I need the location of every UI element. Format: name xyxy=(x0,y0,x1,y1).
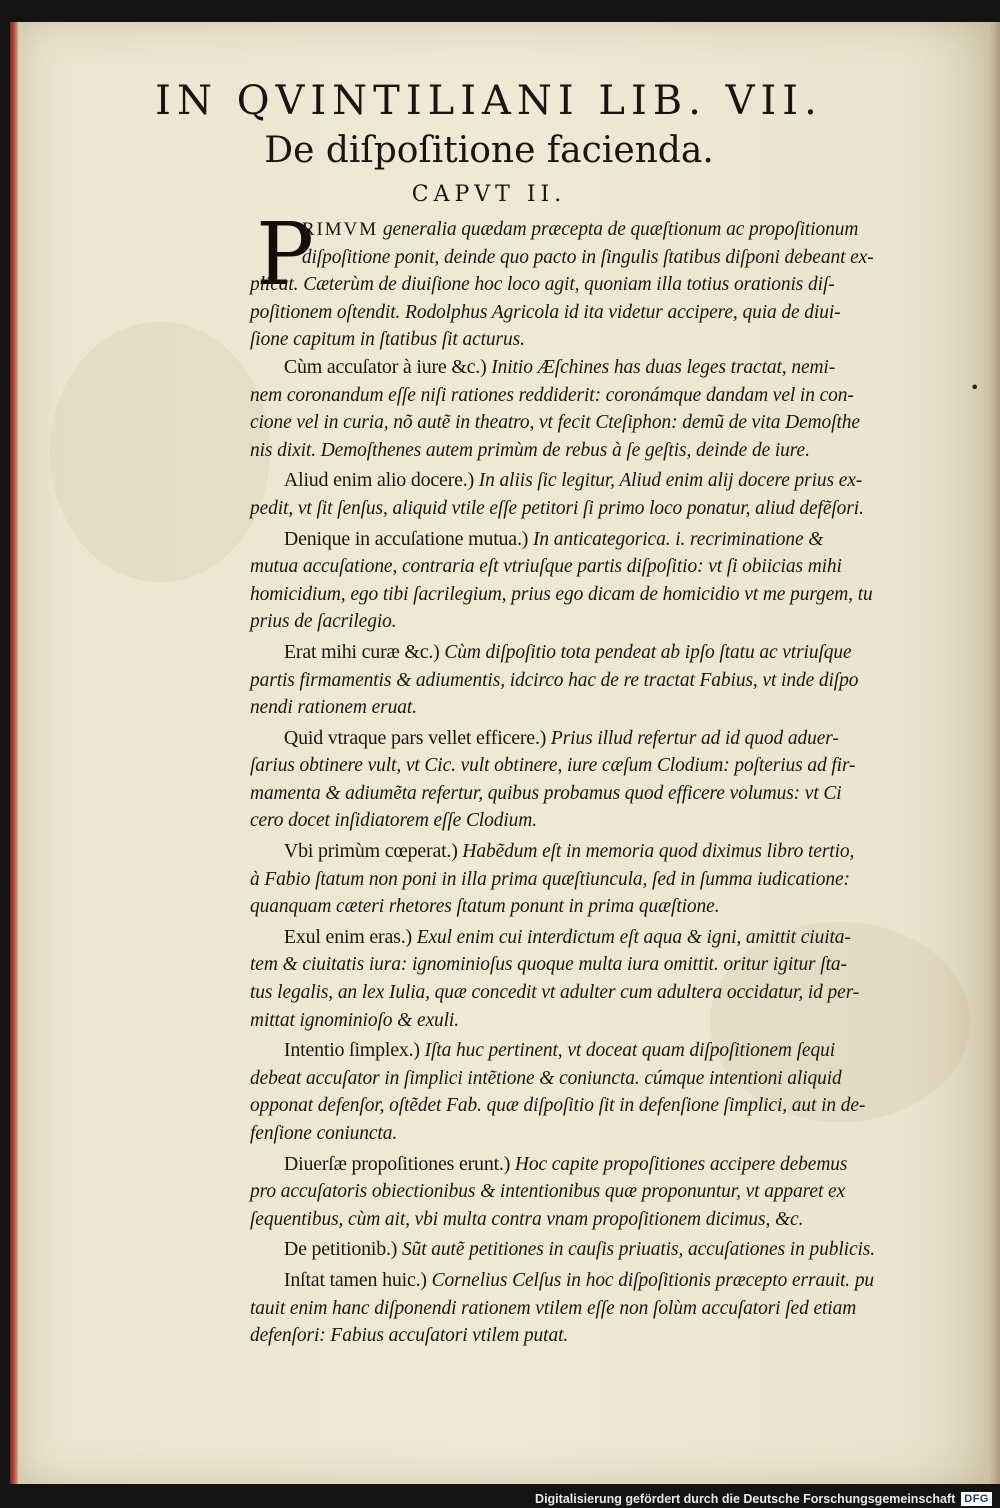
text-line xyxy=(250,893,968,921)
line-text: quanquam cæteri rhetores ſtatum ponunt in prima quæſtione. xyxy=(250,896,720,918)
line-text: tem & ciuitatis iura: ignominioſus quoque multa iura omittit. oritur igitur ſta- xyxy=(250,954,847,976)
line-text: ſequentibus, cùm ait, vbi multa contra vnam propoſitionem dicimus, &c. xyxy=(250,1208,804,1230)
running-head: IN QVINTILIANI LIB. VII. xyxy=(155,78,823,124)
line-text: In aliis ſic legitur, Aliud enim alij docere prius ex- xyxy=(474,470,863,492)
lemma: Vbi primùm cœperat.) xyxy=(283,840,458,863)
line-text: In anticategorica. i. recriminatione & xyxy=(528,528,824,550)
text-line xyxy=(250,1178,968,1206)
lemma-paragraph xyxy=(250,354,970,467)
line-text: nem coronandum eſſe niſi rationes reddiderit: coronámque dandam vel in con- xyxy=(250,384,854,406)
lemma: Intentio ſimplex.) xyxy=(283,1039,420,1062)
lemma-paragraph xyxy=(250,1037,970,1150)
lemma-paragraph xyxy=(250,725,970,838)
lemma: Aliud enim alio docere.) xyxy=(283,469,475,492)
text-line xyxy=(250,1206,968,1234)
line-text: ſione capitum in ſtatibus ſit acturus. xyxy=(250,329,525,351)
text-line xyxy=(250,1065,968,1093)
text-line xyxy=(250,244,968,272)
line-text: Exul enim cui interdictum eſt aqua & igni, amittit ciuita- xyxy=(411,926,851,948)
text-line xyxy=(250,838,968,866)
text-line xyxy=(250,326,968,354)
text-line xyxy=(250,694,968,722)
lemma: Quid vtraque pars vellet efficere.) xyxy=(283,726,547,749)
text-line xyxy=(250,1007,968,1035)
text-line xyxy=(250,924,968,952)
text-line xyxy=(250,581,968,609)
drop-cap: P xyxy=(256,205,314,305)
text-line xyxy=(250,667,968,695)
text-line xyxy=(250,725,968,753)
lemma-paragraph xyxy=(250,1267,970,1353)
footer-text: Digitalisierung gefördert durch die Deutsche Forschungsgemeinschaft xyxy=(535,1492,956,1506)
lemma-paragraph xyxy=(250,838,970,924)
line-text: plicat. Cæterùm de diuiſione hoc loco agit, quoniam illa totius orationis diſ- xyxy=(250,274,835,296)
line-text: debeat accuſator in ſimplici intẽtione & coniuncta. cúmque intentioni aliquid xyxy=(250,1067,842,1089)
text-line xyxy=(250,1120,968,1148)
line-text: diſpoſitione ponit, deinde quo pacto in ſingulis ſtatibus diſponi debeant ex- xyxy=(301,246,874,268)
line-text: Iſta huc pertinent, vt doceat quam diſpoſitionem ſequi xyxy=(419,1040,836,1062)
text-line xyxy=(250,807,968,835)
lemma-paragraph xyxy=(250,526,970,639)
line-text: homicidium, ego tibi ſacrilegium, prius ego dicam de homicidio vt me purgem, tu xyxy=(250,583,873,605)
lemma: Diuerſæ propoſitiones erunt.) xyxy=(283,1152,511,1175)
text-line xyxy=(250,608,968,636)
line-text: à Fabio ſtatum non poni in illa prima quæſtiuncula, ſed in ſumma iudicatione: xyxy=(250,868,850,890)
line-text: Cornelius Celſus in hoc diſpoſitionis præcepto errauit. pu xyxy=(426,1269,875,1291)
lemma: Inſtat tamen huic.) xyxy=(283,1268,427,1291)
line-text: tus legalis, an lex Iulia, quæ concedit vt adulter cum adultera occidatur, id per- xyxy=(250,982,860,1004)
lemma: Erat mihi curæ &c.) xyxy=(283,640,440,663)
text-line xyxy=(250,1092,968,1120)
lemma: Denique in accuſatione mutua.) xyxy=(283,527,529,550)
text-line xyxy=(250,1037,968,1065)
text-line xyxy=(250,526,968,554)
page-edge xyxy=(10,22,18,1484)
text-line xyxy=(250,951,968,979)
text-line xyxy=(250,866,968,894)
line-text: tauit enim hanc diſponendi rationem vtilem eſſe non ſolùm accuſatori ſed etiam xyxy=(250,1297,857,1319)
text-line xyxy=(250,1236,968,1264)
text-line xyxy=(250,1267,968,1295)
text-line xyxy=(250,354,968,382)
line-text: cione vel in curia, nõ autẽ in theatro, vt fecit Cteſiphon: demũ de vita Demoſthe xyxy=(250,412,860,434)
lemma: De petitionib.) xyxy=(283,1238,398,1261)
text-line xyxy=(250,437,968,465)
page-fore-edge xyxy=(988,22,1000,1484)
text-line xyxy=(250,382,968,410)
line-text: Hoc capite propoſitiones accipere debemus xyxy=(510,1153,848,1175)
text-line xyxy=(250,495,968,523)
text-line xyxy=(250,299,968,327)
caput-heading: CAPVT II. xyxy=(411,182,567,207)
lemma-paragraph xyxy=(250,924,970,1037)
text-line xyxy=(250,467,968,495)
line-text: Habẽdum eſt in memoria quod diximus libro tertio, xyxy=(457,841,855,863)
first-paragraph xyxy=(250,216,970,354)
line-text: fenſione coniuncta. xyxy=(250,1123,398,1144)
line-text: poſitionem oſtendit. Rodolphus Agricola id ita videtur accipere, quia de diui- xyxy=(250,301,841,323)
line-text: opponat defenſor, oſtẽdet Fab. quæ diſpoſitio ſit in defenſione ſimplici, aut in de- xyxy=(250,1095,866,1117)
lemma-paragraph xyxy=(250,1236,970,1267)
line-text: nis dixit. Demoſthenes autem primùm de rebus à ſe geſtis, deinde de iure. xyxy=(250,439,810,461)
small-caps-word: RIMVM xyxy=(301,219,379,240)
text-line xyxy=(250,752,968,780)
line-text: pedit, vt ſit ſenſus, aliquid vtile eſſe petitori ſi primo loco ponatur, aliud defẽſori. xyxy=(250,497,864,519)
digitization-footer xyxy=(535,1492,992,1506)
text-line xyxy=(250,1151,968,1179)
text-line xyxy=(250,639,968,667)
line-text: prius de ſacrilegio. xyxy=(250,611,397,633)
line-text: partis firmamentis & adiumentis, idcirco hac de re tractat Fabius, vt inde diſpo xyxy=(250,669,859,691)
line-text: pro accuſatoris obiectionibus & intentionibus quæ proponuntur, vt apparet ex xyxy=(250,1181,846,1203)
lemma: Exul enim eras.) xyxy=(283,925,412,948)
text-line xyxy=(250,780,968,808)
line-text: generalia quædam præcepta de quæſtionum ac propoſitionum xyxy=(378,219,859,240)
line-text: mittat ignominioſo & exuli. xyxy=(250,1009,459,1031)
dfg-logo: DFG xyxy=(961,1492,992,1506)
text-line xyxy=(250,1322,968,1350)
text-line xyxy=(250,979,968,1007)
chapter-title: De diſpoſitione facienda. xyxy=(264,130,714,171)
lemma-paragraph xyxy=(250,1151,970,1237)
commentary-text xyxy=(250,216,970,1353)
lemma-paragraph xyxy=(250,639,970,725)
margin-mark: • xyxy=(970,378,980,397)
lemma: Cùm accuſator à iure &c.) xyxy=(283,355,487,378)
line-text: Cùm diſpoſitio tota pendeat ab ipſo ſtatu ac vtriuſque xyxy=(439,641,852,663)
line-text: ſarius obtinere vult, vt Cic. vult obtinere, iure cæſum Clodium: poſterius ad fir- xyxy=(250,755,856,777)
lemma-paragraph xyxy=(250,467,970,525)
text-line xyxy=(250,553,968,581)
commentary-paragraphs xyxy=(250,354,970,1353)
line-text: Sũt autẽ petitiones in cauſis priuatis, accuſationes in publicis. xyxy=(397,1239,876,1261)
text-line xyxy=(250,409,968,437)
line-text: Prius illud refertur ad id quod aduer- xyxy=(546,727,839,749)
text-line xyxy=(250,216,968,244)
line-text: nendi rationem eruat. xyxy=(250,697,417,719)
line-text: mamenta & adiumẽta refertur, quibus probamus quod efficere volumus: vt Ci xyxy=(250,782,842,804)
text-line xyxy=(250,271,968,299)
line-text: Initio Æſchines has duas leges tractat, nemi- xyxy=(486,356,836,378)
paper-stain xyxy=(50,322,270,582)
text-line xyxy=(250,1295,968,1323)
line-text: mutua accuſatione, contraria eſt vtriuſque partis diſpoſitio: vt ſi obiicias mihi xyxy=(250,556,842,578)
line-text: cero docet inſidiatorem eſſe Clodium. xyxy=(250,810,537,832)
line-text: defenſori: Fabius accuſatori vtilem putat. xyxy=(250,1325,569,1347)
